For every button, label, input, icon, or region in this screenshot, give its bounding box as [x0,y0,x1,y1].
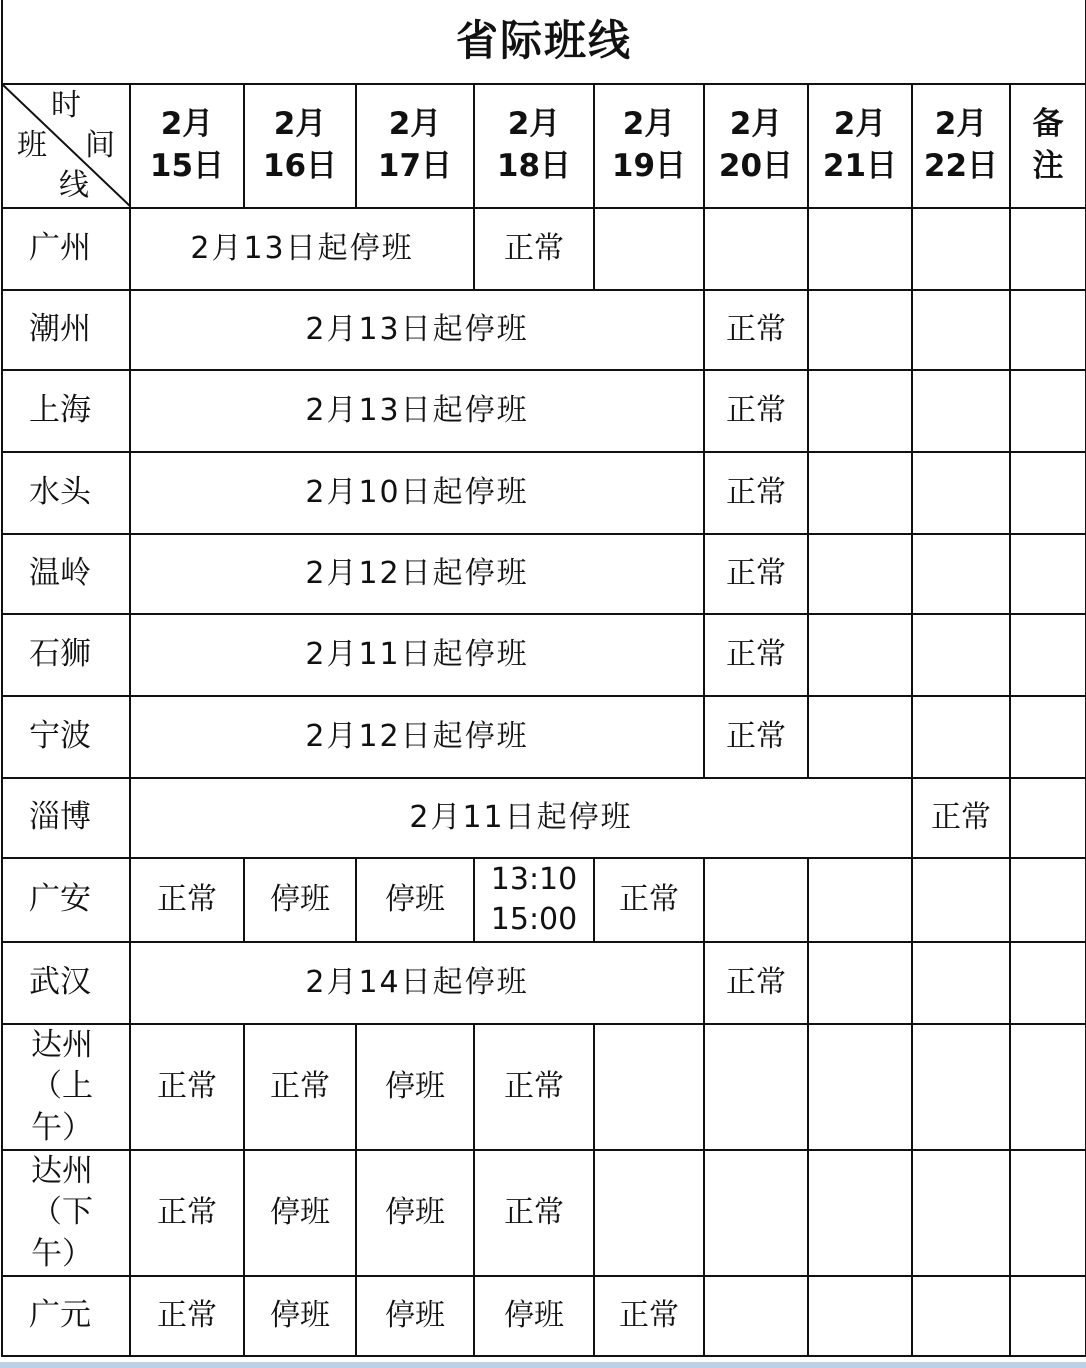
table-row [2,370,1086,452]
status-cell [808,290,912,370]
status-cell [808,452,912,534]
route-name: 石狮 [2,614,130,696]
status-cell: 正常 [474,1024,594,1150]
suspension-notice: 2月13日起停班 [130,208,474,290]
status-cell: 正常 [594,1276,704,1356]
status-cell [704,1024,808,1150]
status-cell: 正常 [704,942,808,1024]
status-cell [1010,1150,1086,1276]
header-date: 2月 15日 [130,84,244,208]
status-cell: 停班 [356,1024,474,1150]
title-row [2,0,1086,84]
suspension-notice: 2月12日起停班 [130,696,704,778]
route-name: 潮州 [2,290,130,370]
suspension-notice: 2月11日起停班 [130,778,912,858]
status-cell [808,614,912,696]
status-cell [704,1276,808,1356]
status-cell: 正常 [244,1024,356,1150]
route-name: 温岭 [2,534,130,614]
header-date: 2月 21日 [808,84,912,208]
status-cell [808,858,912,942]
table-row [2,942,1086,1024]
page-title: 省际班线 [2,0,1086,84]
corner-label-mid: 间 [85,128,115,163]
table-row [2,614,1086,696]
status-cell: 停班 [356,858,474,942]
header-row [2,84,1086,208]
status-cell [1010,452,1086,534]
status-cell: 停班 [244,858,356,942]
corner-label-bottom: 线 [59,168,89,203]
status-cell: 停班 [356,1150,474,1276]
route-name: 上海 [2,370,130,452]
table-row [2,452,1086,534]
header-date: 2月 20日 [704,84,808,208]
route-name: 武汉 [2,942,130,1024]
status-cell [912,1024,1010,1150]
table-row [2,1276,1086,1356]
status-cell [1010,1024,1086,1150]
status-cell [704,208,808,290]
table-row [2,1024,1086,1150]
table-row [2,1150,1086,1276]
status-cell [912,290,1010,370]
header-date: 2月 16日 [244,84,356,208]
status-cell [912,696,1010,778]
status-cell: 正常 [704,290,808,370]
status-cell: 正常 [130,1150,244,1276]
status-cell [1010,942,1086,1024]
status-cell [704,858,808,942]
status-cell [704,1150,808,1276]
status-cell [1010,370,1086,452]
status-cell: 正常 [130,858,244,942]
status-cell: 13:10 15:00 [474,858,594,942]
status-cell [808,370,912,452]
table-row [2,778,1086,858]
route-name: 广州 [2,208,130,290]
status-cell: 正常 [704,370,808,452]
corner-header [2,84,130,208]
status-cell [594,208,704,290]
status-cell: 正常 [130,1024,244,1150]
status-cell [912,452,1010,534]
status-cell [912,534,1010,614]
status-cell [1010,290,1086,370]
header-date: 2月 19日 [594,84,704,208]
status-cell: 正常 [594,858,704,942]
status-cell [1010,208,1086,290]
status-cell: 停班 [244,1150,356,1276]
header-date: 2月 18日 [474,84,594,208]
suspension-notice: 2月14日起停班 [130,942,704,1024]
status-cell [912,858,1010,942]
corner-label-left: 班 [17,128,47,163]
status-cell [912,1150,1010,1276]
status-cell: 正常 [474,1150,594,1276]
status-cell [912,208,1010,290]
status-cell [1010,534,1086,614]
status-cell [1010,778,1086,858]
suspension-notice: 2月10日起停班 [130,452,704,534]
status-cell [912,614,1010,696]
status-cell: 正常 [704,696,808,778]
table-row [2,208,1086,290]
route-name: 达州 （下 午） [2,1150,130,1276]
status-cell [808,534,912,614]
status-cell [808,1024,912,1150]
header-remarks: 备 注 [1010,84,1086,208]
status-cell: 正常 [704,534,808,614]
route-name: 宁波 [2,696,130,778]
status-cell [1010,614,1086,696]
status-cell: 正常 [912,778,1010,858]
table-row [2,534,1086,614]
status-cell [912,370,1010,452]
status-cell: 停班 [356,1276,474,1356]
suspension-notice: 2月13日起停班 [130,290,704,370]
status-cell: 正常 [474,208,594,290]
header-date: 2月 17日 [356,84,474,208]
bottom-edge [0,1362,1086,1368]
status-cell: 停班 [474,1276,594,1356]
route-name: 广安 [2,858,130,942]
status-cell [808,208,912,290]
suspension-notice: 2月12日起停班 [130,534,704,614]
status-cell: 正常 [130,1276,244,1356]
status-cell [808,1276,912,1356]
status-cell [594,1150,704,1276]
header-date: 2月 22日 [912,84,1010,208]
route-name: 淄博 [2,778,130,858]
status-cell [1010,1276,1086,1356]
status-cell [594,1024,704,1150]
table-row [2,858,1086,942]
status-cell [808,1150,912,1276]
status-cell [1010,858,1086,942]
corner-label-top: 时 [51,88,81,123]
status-cell [1010,696,1086,778]
status-cell [808,696,912,778]
route-name: 达州 （上 午） [2,1024,130,1150]
status-cell: 停班 [244,1276,356,1356]
route-name: 广元 [2,1276,130,1356]
status-cell: 正常 [704,452,808,534]
suspension-notice: 2月13日起停班 [130,370,704,452]
route-name: 水头 [2,452,130,534]
status-cell [808,942,912,1024]
schedule-table [1,0,1086,1357]
status-cell [912,942,1010,1024]
table-row [2,696,1086,778]
table-row [2,290,1086,370]
suspension-notice: 2月11日起停班 [130,614,704,696]
status-cell [912,1276,1010,1356]
status-cell: 正常 [704,614,808,696]
